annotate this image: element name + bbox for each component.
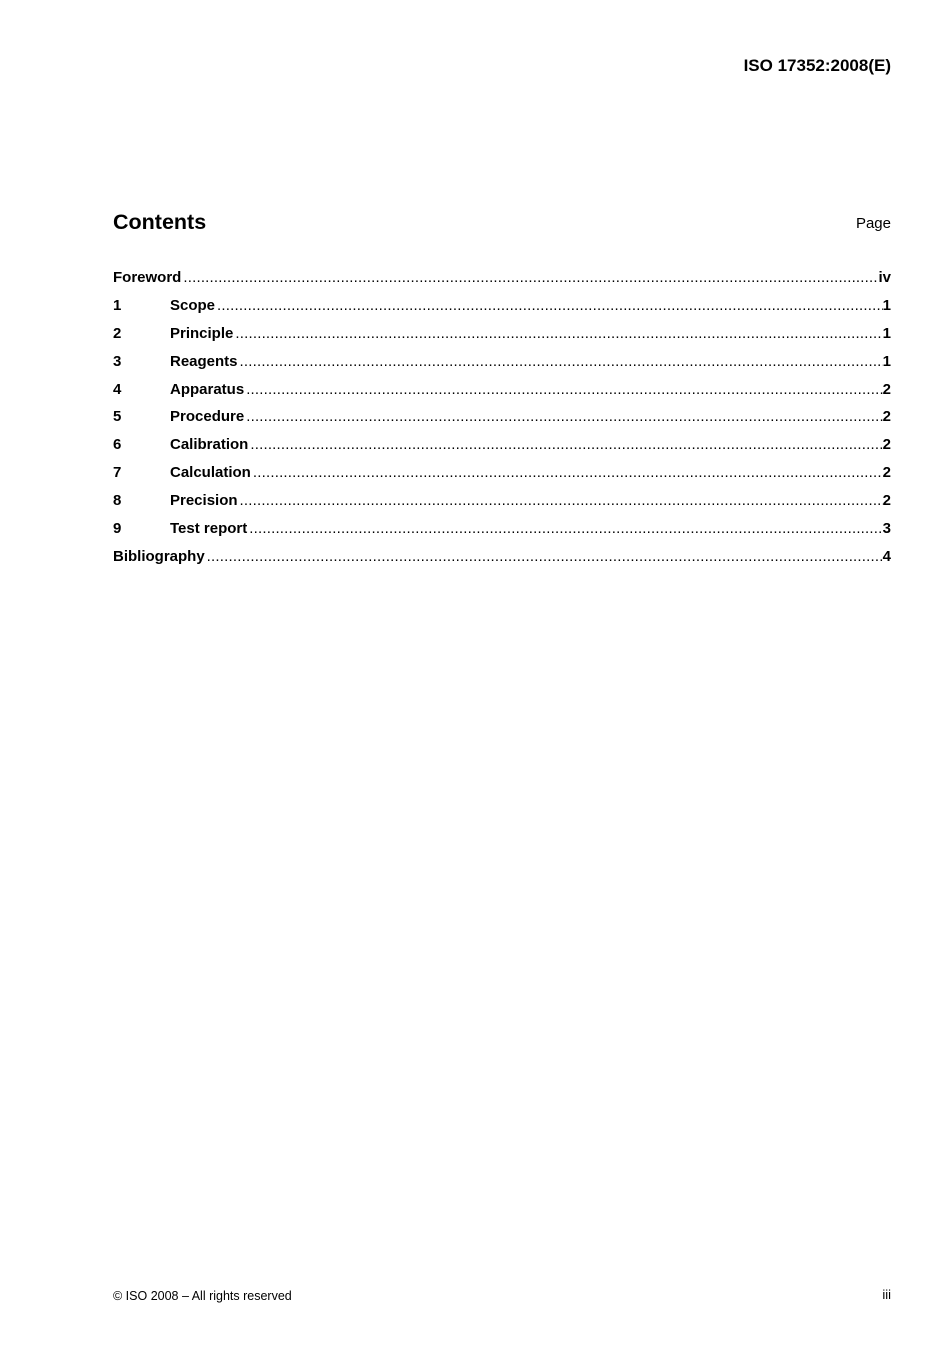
toc-entry-page: 2 (882, 492, 891, 510)
toc-leader-dots (205, 547, 883, 567)
toc-entry-title: Calibration (170, 436, 249, 454)
toc-entry-title: Test report (170, 520, 248, 538)
footer-copyright: © ISO 2008 – All rights reserved (113, 1289, 292, 1303)
toc-entry-title: Calculation (170, 464, 251, 482)
toc-entry-reagents[interactable] (113, 352, 891, 380)
toc-entry-page: 2 (882, 380, 891, 398)
toc-entry-page: iv (878, 269, 891, 286)
toc-entry-title: Foreword (113, 269, 182, 286)
toc-entry-title: Apparatus (170, 380, 245, 398)
toc-entry-title: Procedure (170, 408, 245, 426)
toc-entry-title: Scope (170, 296, 216, 314)
toc-entry-page: 1 (882, 324, 891, 342)
footer-page-number: iii (882, 1287, 891, 1302)
toc-leader-dots (238, 491, 883, 511)
toc-entry-scope[interactable] (113, 296, 891, 324)
toc-entry-apparatus[interactable] (113, 380, 891, 408)
toc-entry-calculation[interactable] (113, 463, 891, 491)
toc-entry-page: 4 (882, 547, 891, 565)
toc-entry-title: Principle (170, 324, 234, 342)
toc-entry-number: 8 (113, 492, 122, 510)
toc-leader-dots (244, 380, 882, 400)
toc-leader-dots (247, 519, 882, 539)
toc-entry-bibliography[interactable] (113, 547, 891, 575)
toc-leader-dots (248, 435, 882, 455)
toc-entry-page: 2 (882, 436, 891, 454)
toc-leader-dots (181, 268, 878, 288)
toc-entry-test-report[interactable] (113, 519, 891, 547)
toc-entry-title: Reagents (170, 352, 238, 370)
toc-entry-title: Precision (170, 492, 238, 510)
toc-entry-number: 2 (113, 324, 122, 342)
toc-entry-number: 7 (113, 464, 122, 482)
toc-entry-principle[interactable] (113, 324, 891, 352)
toc-leader-dots (238, 352, 883, 372)
contents-heading (113, 209, 891, 235)
page-column-label: Page (855, 215, 891, 232)
toc-entry-page: 1 (882, 352, 891, 370)
table-of-contents (113, 268, 891, 575)
toc-entry-number: 9 (113, 520, 122, 538)
toc-entry-precision[interactable] (113, 491, 891, 519)
toc-entry-number: 1 (113, 296, 122, 314)
toc-entry-page: 2 (882, 408, 891, 426)
toc-entry-number: 6 (113, 436, 122, 454)
document-id: ISO 17352:2008(E) (743, 56, 891, 75)
toc-entry-number: 5 (113, 408, 122, 426)
toc-entry-number: 3 (113, 352, 122, 370)
toc-entry-page: 3 (882, 520, 891, 538)
toc-leader-dots (233, 324, 882, 344)
toc-entry-page: 1 (882, 296, 891, 314)
toc-entry-number: 4 (113, 380, 122, 398)
contents-title: Contents (113, 210, 207, 234)
toc-entry-page: 2 (882, 464, 891, 482)
toc-entry-calibration[interactable] (113, 435, 891, 463)
toc-entry-foreword[interactable] (113, 268, 891, 296)
toc-entry-title: Bibliography (113, 547, 205, 565)
toc-leader-dots (251, 463, 883, 483)
toc-leader-dots (215, 296, 883, 316)
toc-leader-dots (244, 407, 882, 427)
toc-entry-procedure[interactable] (113, 407, 891, 435)
